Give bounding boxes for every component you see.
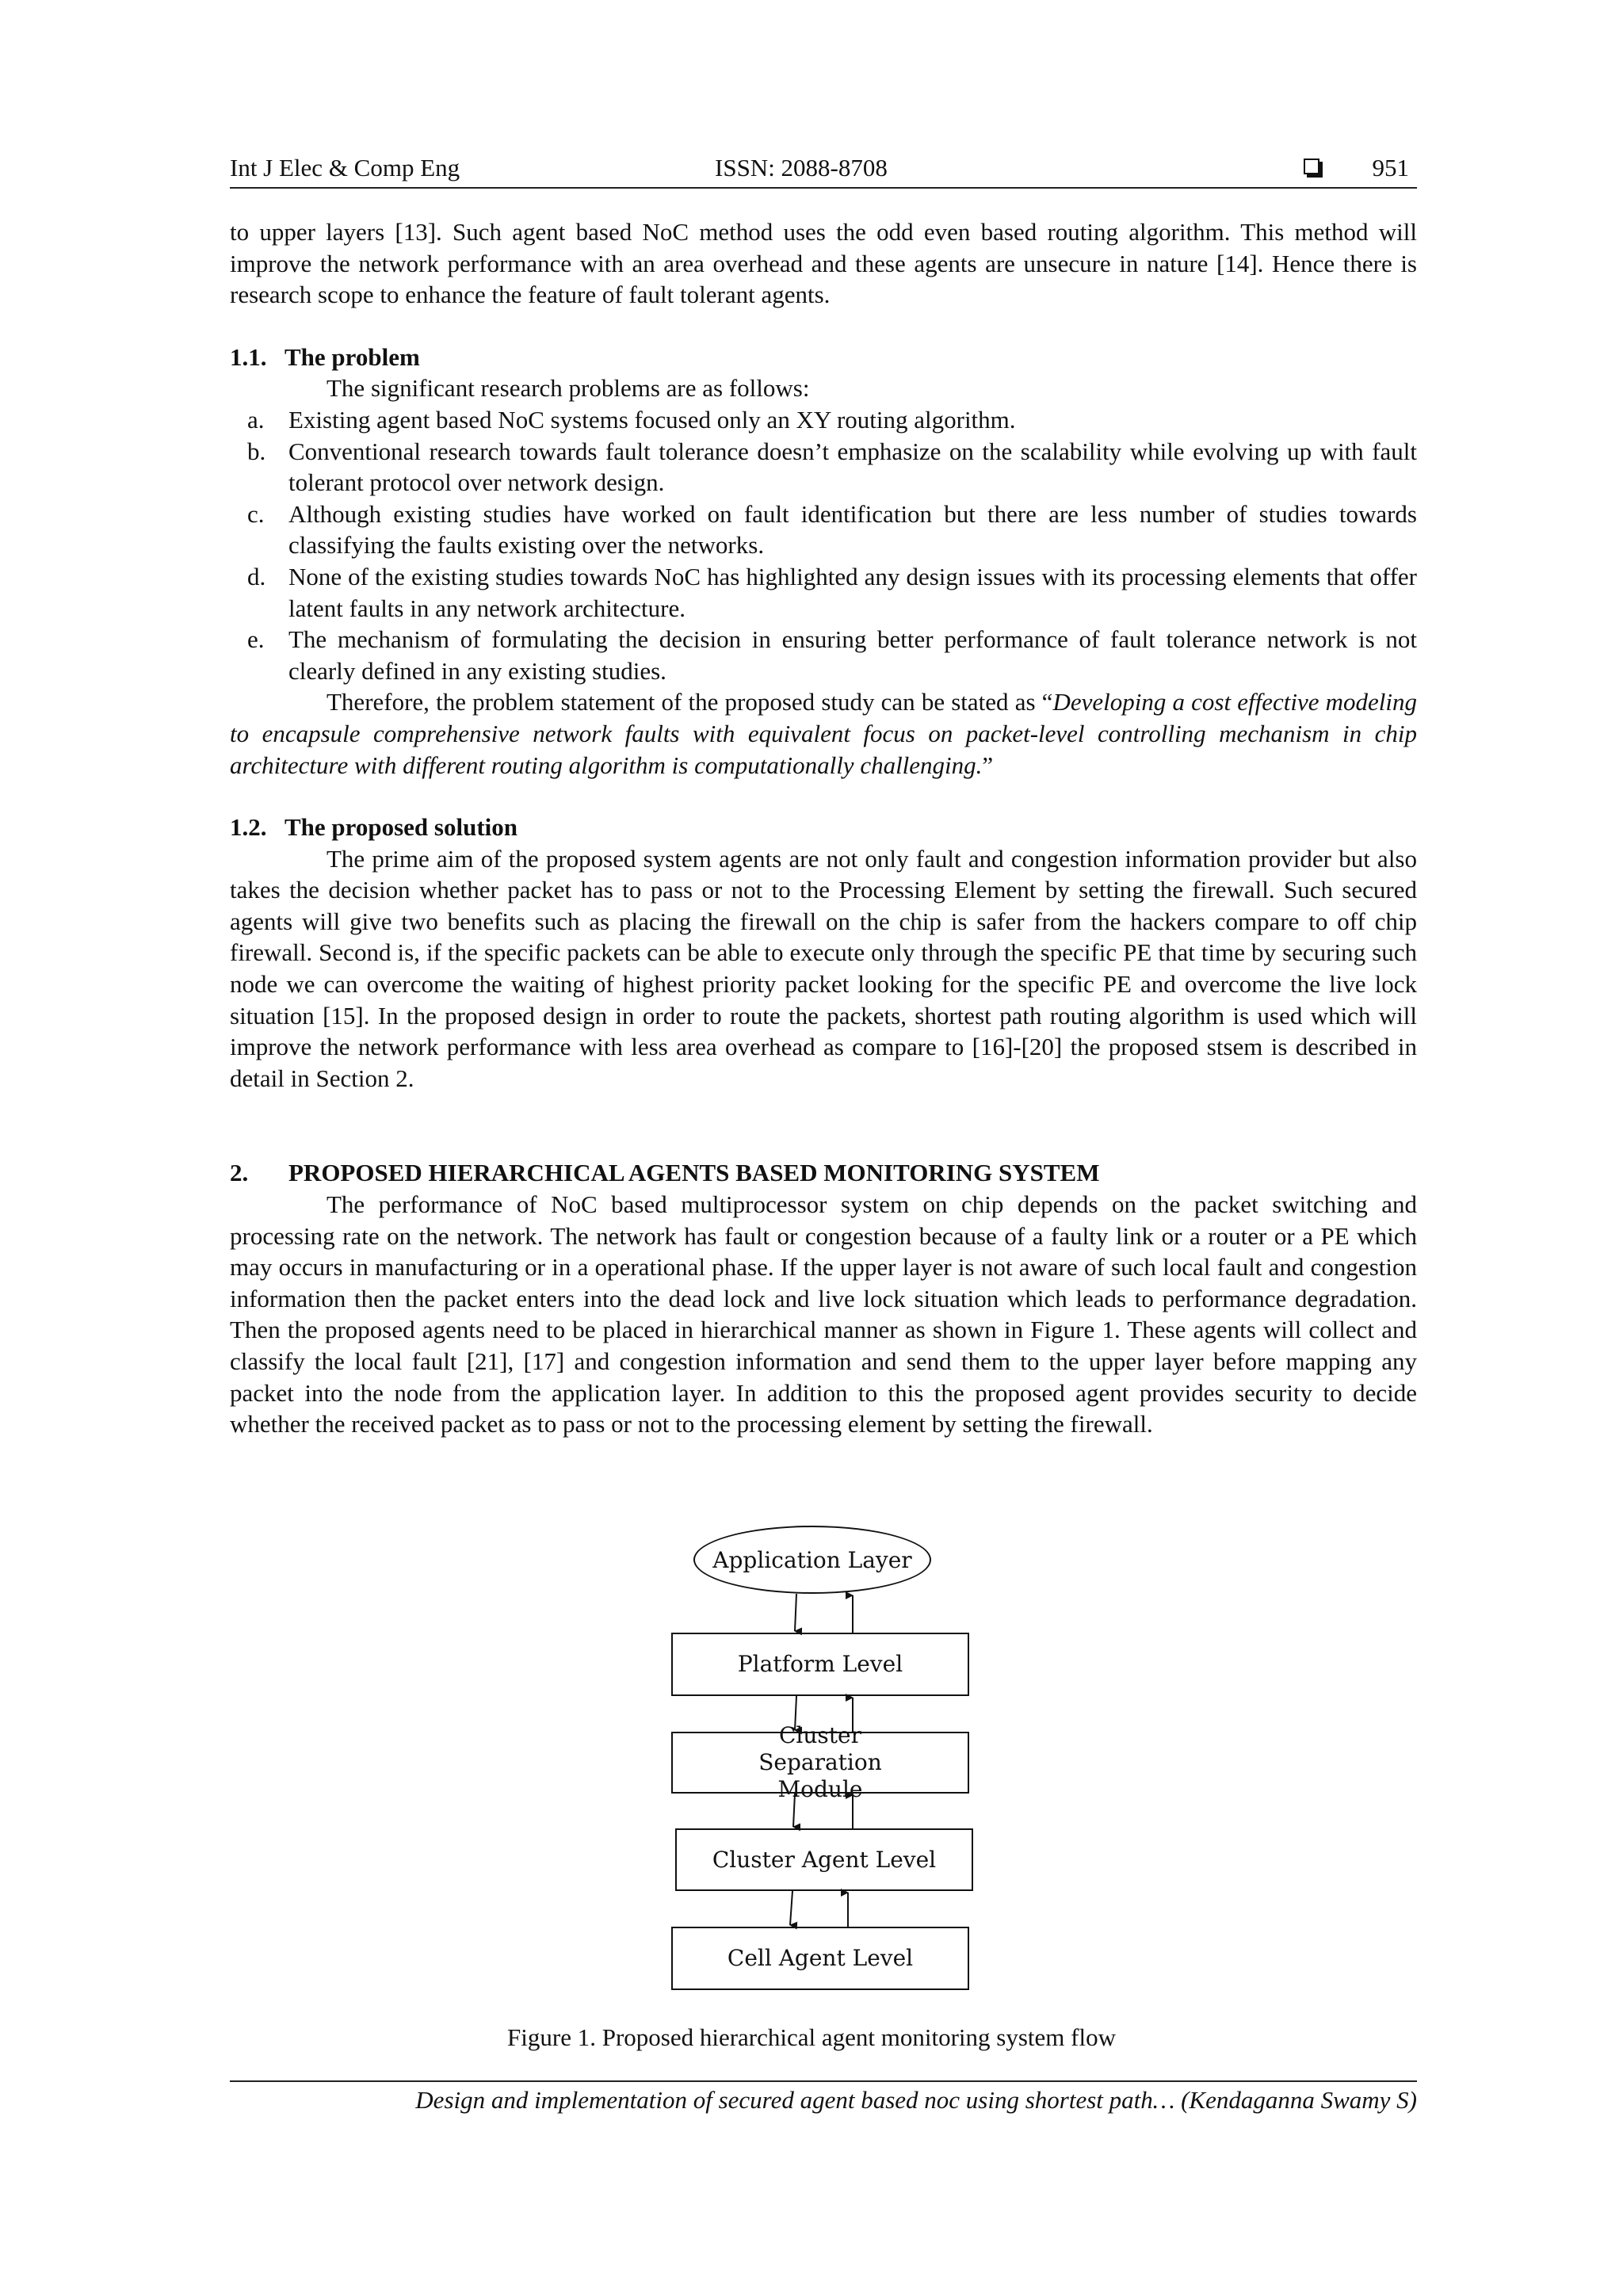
problem-intro: The significant research problems are as follows: bbox=[327, 374, 810, 403]
problem-statement bbox=[230, 686, 1417, 781]
heading-number: 1.2. bbox=[230, 813, 267, 842]
hierarchy-flow-diagram bbox=[666, 1526, 983, 2001]
heading-1-1 bbox=[230, 342, 1417, 373]
statement-tail: ” bbox=[982, 751, 994, 779]
list-item bbox=[230, 624, 1417, 686]
heading-title: The proposed solution bbox=[285, 813, 518, 842]
heading-1-2 bbox=[230, 812, 1417, 843]
list-item-text: The mechanism of formulating the decision in ensuring better performance of fault tolerance network is not clearly defined in any existing studies. bbox=[288, 625, 1417, 685]
statement-lead: Therefore, the problem statement of the proposed study can be stated as “ bbox=[327, 688, 1053, 716]
list-marker: d. bbox=[247, 562, 266, 590]
heading-number: 1.1. bbox=[230, 342, 267, 371]
list-item-text: Conventional research towards fault tolerance doesn’t emphasize on the scalability while evolving up with fault tolerant protocol over network design. bbox=[288, 437, 1417, 497]
list-item bbox=[230, 436, 1417, 499]
problem-list bbox=[230, 404, 1417, 686]
list-marker: b. bbox=[247, 437, 266, 465]
running-footer: Design and implementation of secured agent based noc using shortest path… (Kendaganna Swamy S) bbox=[415, 2086, 1417, 2114]
page-number: 951 bbox=[1372, 154, 1409, 181]
heading-title: The problem bbox=[285, 342, 420, 371]
intro-paragraph: to upper layers [13]. Such agent based NoC method uses the odd even based routing algorithm. This method will improve the network performance with an area overhead and these agents are unsecure in nature [14]. Hence there is research scope to enhance the feature of fault tolerant agents. bbox=[230, 218, 1417, 309]
issn: ISSN: 2088-8708 bbox=[715, 154, 888, 181]
list-marker: c. bbox=[247, 499, 265, 528]
node-application-layer: Application Layer bbox=[693, 1526, 931, 1594]
node-label: Cluster Separation Module bbox=[758, 1722, 882, 1802]
journal-name: Int J Elec & Comp Eng bbox=[230, 154, 460, 181]
list-item bbox=[230, 561, 1417, 624]
list-item-text: Existing agent based NoC systems focused only an XY routing algorithm. bbox=[288, 405, 1016, 434]
down-arrow bbox=[790, 1891, 792, 1925]
square-bullet-icon bbox=[1304, 159, 1319, 174]
figure-caption: Figure 1. Proposed hierarchical agent monitoring system flow bbox=[507, 2023, 1116, 2051]
node-cell-agent-level: Cell Agent Level bbox=[671, 1927, 969, 1990]
node-cluster-separation-module bbox=[671, 1722, 969, 1802]
section-2-paragraph: The performance of NoC based multiprocessor system on chip depends on the packet switching and processing rate on the network. The network has fault or congestion because of a faulty link or a router or a PE which may occurs in manufacturing or in a operational phase. If the upper layer is not aware of such local fault and congestion information then the packet enters into the dead lock and live lock situation which leads to performance degradation. Then the proposed agents need to be placed in hierarchical manner as shown in Figure 1. These agents will collect and classify the local fault [21], [17] and congestion information and send them to the upper layer before mapping any packet into the node from the application layer. In addition to this the proposed agent provides security to decide whether the received packet as to pass or not to the processing element by setting the firewall. bbox=[230, 1190, 1417, 1438]
node-cluster-agent-level: Cluster Agent Level bbox=[675, 1828, 973, 1891]
solution-paragraph: The prime aim of the proposed system agents are not only fault and congestion information provider but also takes the decision whether packet has to pass or not to the Processing Element by setting the firewall. Such secured agents will give two benefits such as placing the firewall on the chip is safer from the hackers compare to off chip firewall. Second is, if the specific packets can be able to execute only through the specific PE that time by securing such node we can overcome the waiting of highest priority packet looking for the specific PE and overcome the live lock situation [15]. In the proposed design in order to route the packets, shortest path routing algorithm is used which will improve the network performance with less area overhead as compare to [16]-[20] the proposed stsem is described in detail in Section 2. bbox=[230, 844, 1417, 1092]
list-marker: e. bbox=[247, 625, 265, 654]
heading-number: 2. bbox=[230, 1159, 249, 1187]
statement-italic: Developing a cost effective modeling to encapsule comprehensive network faults with equivalent focus on packet-level controlling mechanism in chip architecture with different routing algorithm is computationally challenging. bbox=[230, 688, 1417, 779]
heading-2 bbox=[230, 1157, 1417, 1189]
list-item bbox=[230, 404, 1417, 436]
main-text bbox=[230, 216, 1417, 1440]
running-header bbox=[230, 151, 1417, 189]
list-item bbox=[230, 499, 1417, 561]
down-arrow bbox=[795, 1594, 796, 1631]
list-marker: a. bbox=[247, 405, 265, 434]
heading-title: PROPOSED HIERARCHICAL AGENTS BASED MONITORING SYSTEM bbox=[288, 1159, 1100, 1187]
list-item-text: Although existing studies have worked on fault identification but there are less number of studies towards classifying the faults existing over the networks. bbox=[288, 499, 1417, 560]
list-item-text: None of the existing studies towards NoC has highlighted any design issues with its processing elements that offer latent faults in any network architecture. bbox=[288, 562, 1417, 622]
node-platform-level: Platform Level bbox=[671, 1633, 969, 1696]
footer-divider bbox=[230, 2080, 1417, 2082]
